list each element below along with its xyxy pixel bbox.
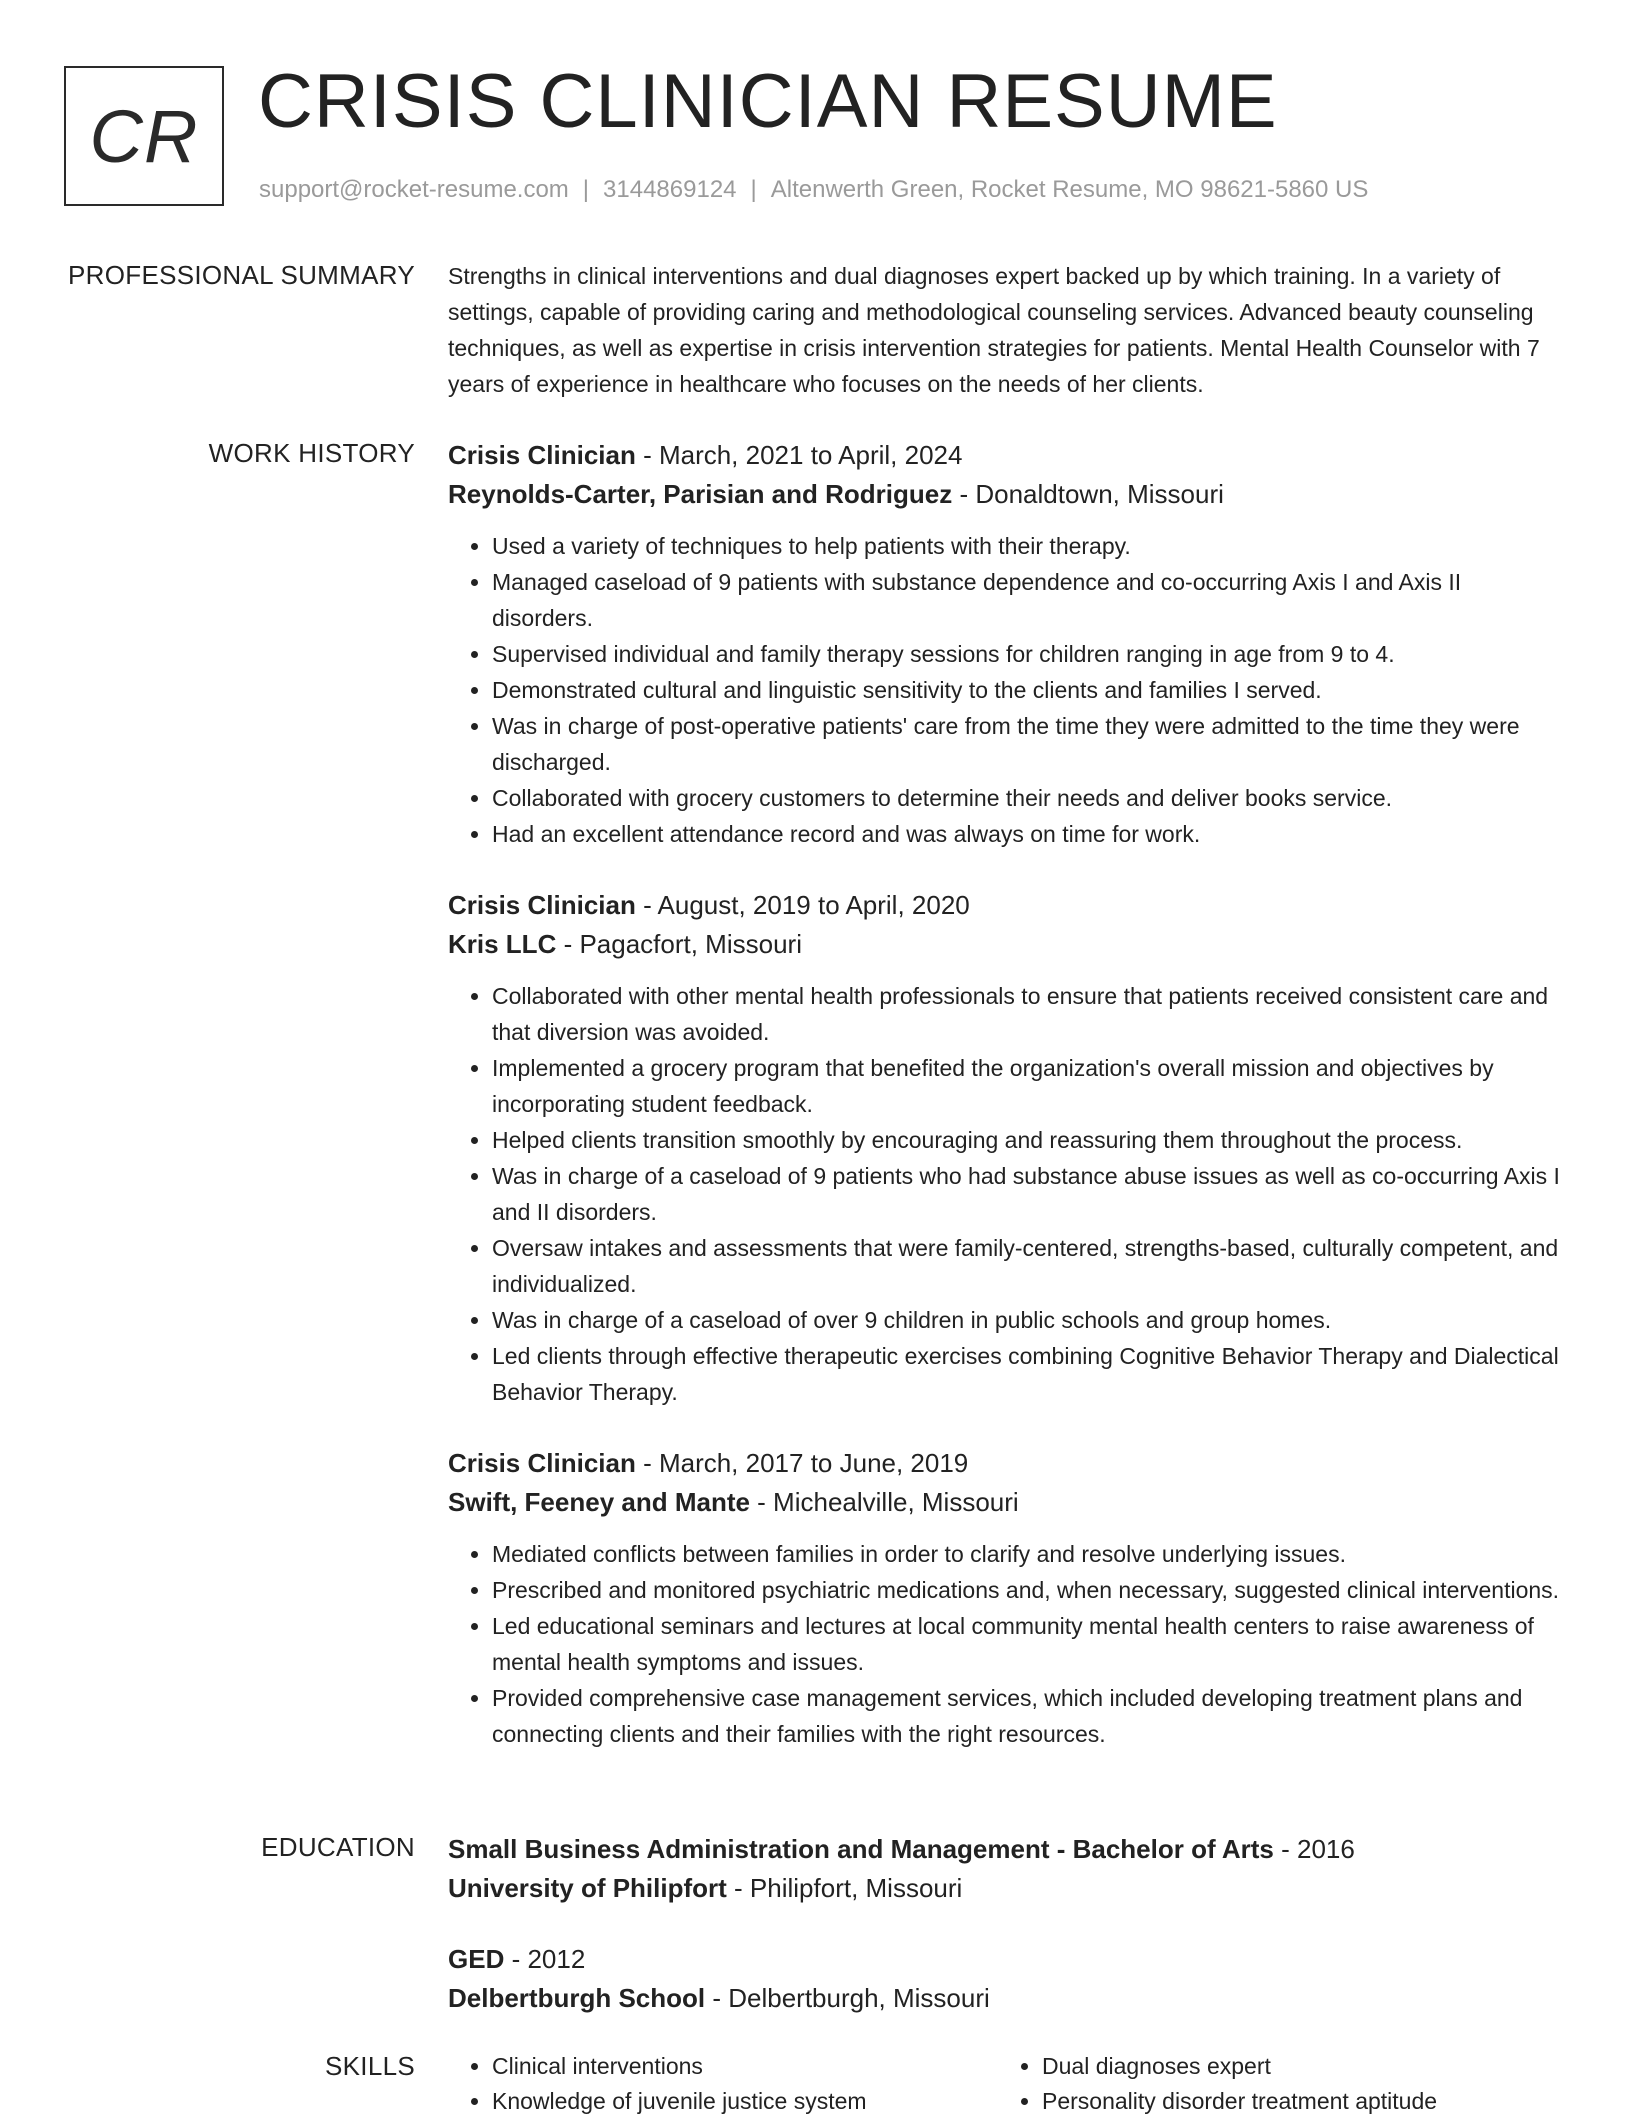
job-employer-line xyxy=(448,925,1560,964)
education-degree-line xyxy=(448,1940,1560,1979)
job-bullets xyxy=(448,528,1560,852)
job-bullet: • Implemented a grocery program that benefited the organization's overall mission and objectives by incorporating student feedback. xyxy=(492,1050,1560,1122)
job-location: - Michealville, Missouri xyxy=(749,1487,1019,1517)
contact-address: Altenwerth Green, Rocket Resume, MO 98621-5860 US xyxy=(770,176,1369,203)
education-year: - 2016 xyxy=(1273,1834,1355,1864)
job-bullet: • Managed caseload of 9 patients with substance dependence and co-occurring Axis I and Axis II disorders. xyxy=(492,564,1560,636)
job-bullet: • Had an excellent attendance record and was always on time for work. xyxy=(492,816,1560,852)
education-entry xyxy=(448,1940,1560,2018)
section-heading-summary: PROFESSIONAL SUMMARY xyxy=(68,260,415,290)
job-location: - Donaldtown, Missouri xyxy=(952,479,1224,509)
education-location: - Philipfort, Missouri xyxy=(726,1873,963,1903)
education-degree: Small Business Administration and Management - Bachelor of Arts xyxy=(448,1834,1274,1864)
skills-grid xyxy=(448,2049,1560,2119)
monogram-logo: CR xyxy=(64,66,224,206)
skill-item: • Dual diagnoses expert xyxy=(1042,2049,1548,2084)
section-heading-skills: SKILLS xyxy=(325,2051,415,2081)
resume-title: CRISIS CLINICIAN RESUME xyxy=(258,59,1278,144)
education-degree: GED xyxy=(448,1944,505,1974)
contact-line xyxy=(259,175,1368,205)
contact-separator: | xyxy=(582,176,590,203)
education-school: University of Philipfort xyxy=(448,1873,727,1903)
job-employer-line xyxy=(448,1483,1560,1522)
job-entry xyxy=(448,886,1560,1410)
job-bullet: • Mediated conflicts between families in order to clarify and resolve underlying issues. xyxy=(492,1536,1560,1572)
skill-item: • Clinical interventions xyxy=(492,2049,998,2084)
job-location: - Pagacfort, Missouri xyxy=(556,929,802,959)
education-school-line xyxy=(448,1869,1560,1908)
job-bullet: • Collaborated with other mental health professionals to ensure that patients received consistent care and that diversion was avoided. xyxy=(492,978,1560,1050)
job-bullet: • Used a variety of techniques to help patients with their therapy. xyxy=(492,528,1560,564)
education-school: Delbertburgh School xyxy=(448,1983,706,2013)
skill-item: • Personality disorder treatment aptitude xyxy=(1042,2084,1548,2119)
job-bullet: • Supervised individual and family therapy sessions for children ranging in age from 9 to 4. xyxy=(492,636,1560,672)
job-title-line xyxy=(448,886,1560,925)
job-bullet: • Was in charge of a caseload of over 9 children in public schools and group homes. xyxy=(492,1302,1560,1338)
job-title: Crisis Clinician xyxy=(448,1448,636,1478)
skills-list-left xyxy=(448,2049,998,2119)
job-dates: - March, 2017 to June, 2019 xyxy=(635,1448,969,1478)
job-title: Crisis Clinician xyxy=(448,890,636,920)
job-bullets xyxy=(448,1536,1560,1752)
job-bullet: • Helped clients transition smoothly by encouraging and reassuring them throughout the process. xyxy=(492,1122,1560,1158)
education-year: - 2012 xyxy=(504,1944,586,1974)
education-entry xyxy=(448,1830,1560,1908)
skills-list-right xyxy=(998,2049,1548,2119)
education-degree-line xyxy=(448,1830,1560,1869)
job-bullet: • Prescribed and monitored psychiatric medications and, when necessary, suggested clinical interventions. xyxy=(492,1572,1560,1608)
education-school-line xyxy=(448,1979,1560,2018)
job-bullet: • Oversaw intakes and assessments that were family-centered, strengths-based, culturally competent, and individualized. xyxy=(492,1230,1560,1302)
job-bullets xyxy=(448,978,1560,1410)
contact-email[interactable]: support@rocket-resume.com xyxy=(259,176,569,203)
job-bullet: • Demonstrated cultural and linguistic sensitivity to the clients and families I served. xyxy=(492,672,1560,708)
job-bullet: • Was in charge of a caseload of 9 patients who had substance abuse issues as well as co-occurring Axis I and II disorders. xyxy=(492,1158,1560,1230)
job-bullet: • Provided comprehensive case management services, which included developing treatment plans and connecting clients and their families with the right resources. xyxy=(492,1680,1560,1752)
job-employer: Kris LLC xyxy=(448,929,557,959)
contact-separator: | xyxy=(750,176,757,203)
job-employer: Swift, Feeney and Mante xyxy=(448,1487,750,1517)
job-bullet: • Led clients through effective therapeutic exercises combining Cognitive Behavior Therapy and Dialectical Behavior Therapy. xyxy=(492,1338,1560,1410)
job-title-line xyxy=(448,436,1560,475)
job-title-line xyxy=(448,1444,1560,1483)
section-heading-work-history: WORK HISTORY xyxy=(208,438,415,468)
job-bullet: • Collaborated with grocery customers to determine their needs and deliver books service. xyxy=(492,780,1560,816)
job-bullet: • Led educational seminars and lectures at local community mental health centers to raise awareness of mental health symptoms and issues. xyxy=(492,1608,1560,1680)
job-dates: - August, 2019 to April, 2020 xyxy=(635,890,970,920)
job-bullet: • Was in charge of post-operative patients' care from the time they were admitted to the time they were discharged. xyxy=(492,708,1560,780)
education-location: - Delbertburgh, Missouri xyxy=(705,1983,990,2013)
job-dates: - March, 2021 to April, 2024 xyxy=(635,440,963,470)
job-entry xyxy=(448,436,1560,852)
skill-item: • Knowledge of juvenile justice system xyxy=(492,2084,998,2119)
summary-text: Strengths in clinical interventions and dual diagnoses expert backed up by which training. In a variety of settings, capable of providing caring and methodological counseling services. Advanced beauty counseling techniques, as well as expertise in crisis intervention strategies for patients. Mental Health Counselor with 7 years of experience in healthcare who focuses on the needs of her clients. xyxy=(448,263,1540,397)
section-heading-education: EDUCATION xyxy=(261,1832,415,1862)
job-title: Crisis Clinician xyxy=(448,440,636,470)
contact-phone[interactable]: 3144869124 xyxy=(603,176,737,203)
job-employer: Reynolds-Carter, Parisian and Rodriguez xyxy=(448,479,953,509)
job-entry xyxy=(448,1444,1560,1752)
job-employer-line xyxy=(448,475,1560,514)
